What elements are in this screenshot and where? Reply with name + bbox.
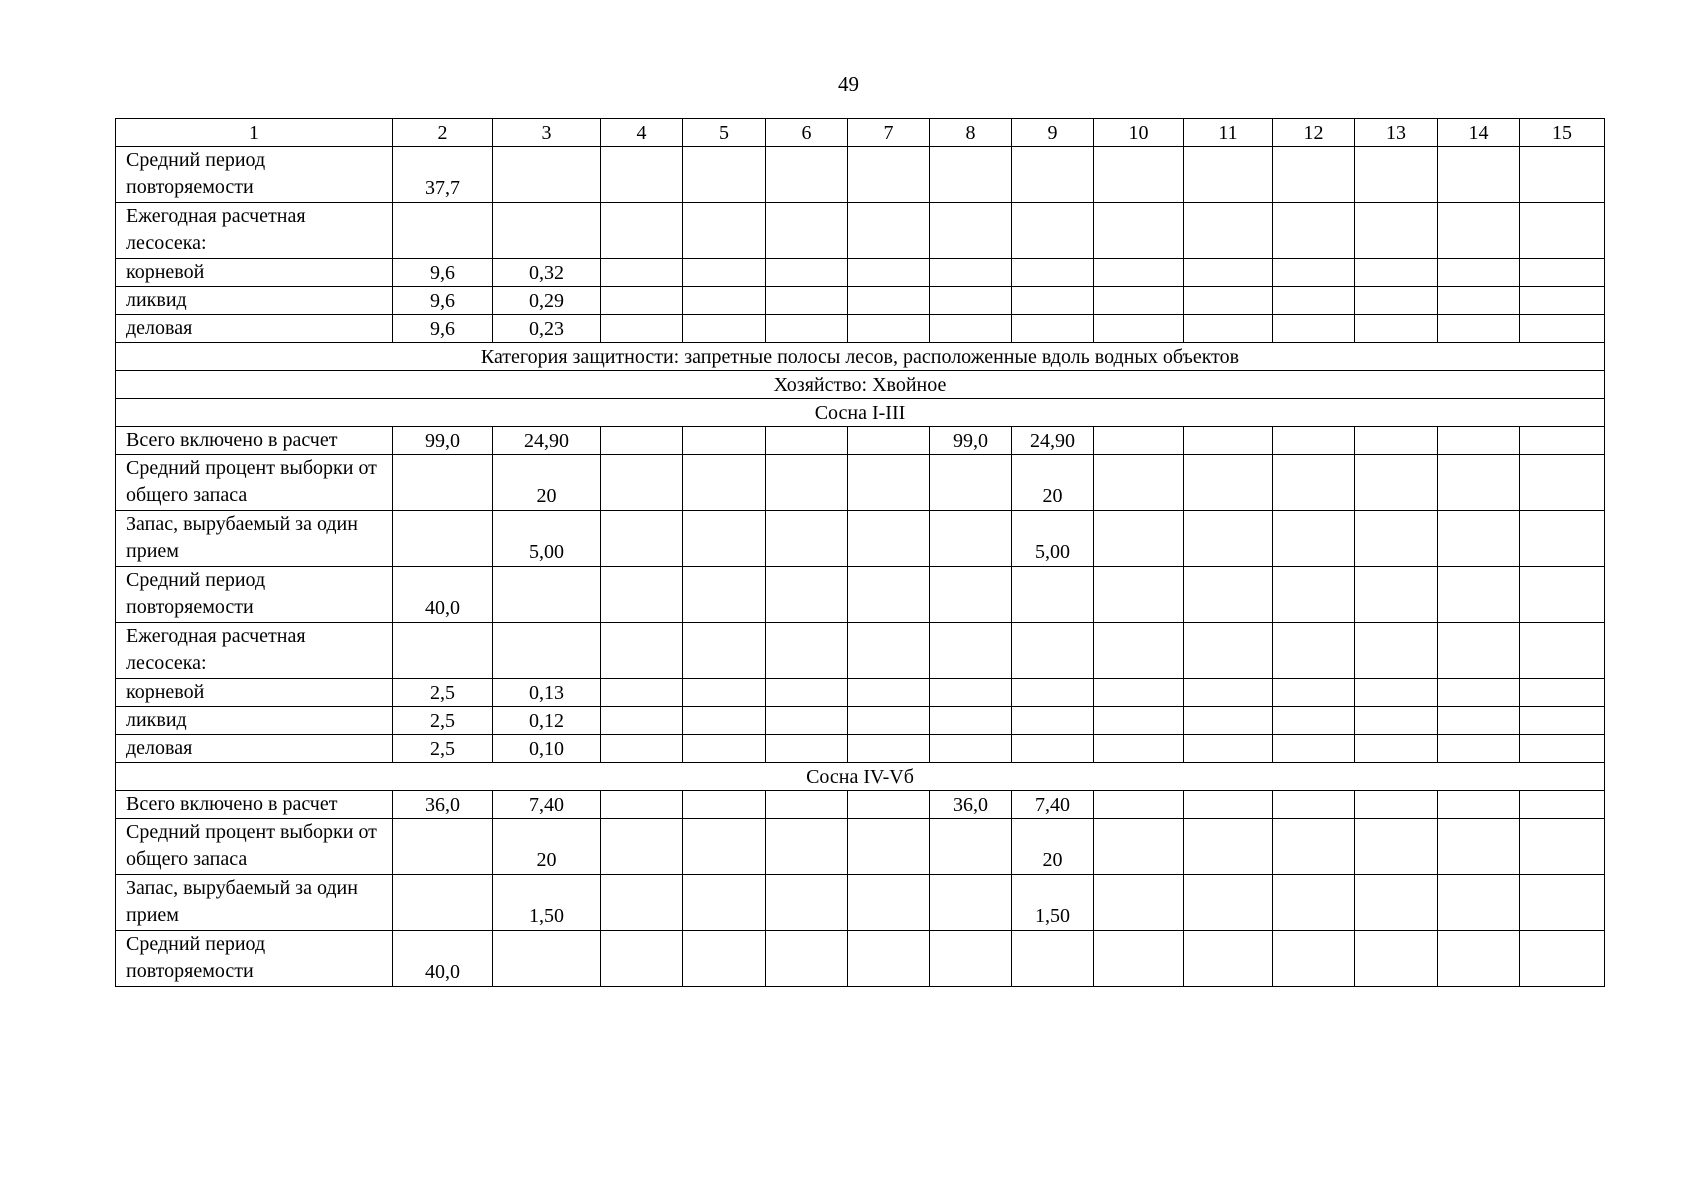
- table-cell: [493, 931, 601, 987]
- table-cell: [930, 315, 1012, 343]
- table-cell: [1520, 819, 1605, 875]
- column-header: 9: [1012, 119, 1094, 147]
- table-cell: [683, 259, 766, 287]
- table-cell: [1520, 931, 1605, 987]
- table-cell: [1184, 455, 1273, 511]
- table-cell: [1184, 735, 1273, 763]
- table-cell: [1438, 511, 1520, 567]
- header-row: [116, 119, 1605, 147]
- table-cell: [1012, 203, 1094, 259]
- table-row: [116, 147, 1605, 203]
- table-cell: [848, 287, 930, 315]
- table-cell: [683, 315, 766, 343]
- table-cell: [1094, 623, 1184, 679]
- table-cell: [1520, 791, 1605, 819]
- table-cell: [1184, 315, 1273, 343]
- table-cell: [930, 203, 1012, 259]
- section-heading: Сосна I-III: [116, 399, 1605, 427]
- table-cell: 1,50: [493, 875, 601, 931]
- table-cell: [601, 931, 683, 987]
- table-row: [116, 427, 1605, 455]
- table-cell: [1520, 287, 1605, 315]
- column-header: 8: [930, 119, 1012, 147]
- row-label: Средний период повторяемости: [116, 567, 393, 623]
- table-cell: [766, 623, 848, 679]
- table-cell: [1355, 259, 1438, 287]
- table-cell: 5,00: [1012, 511, 1094, 567]
- table-cell: [766, 203, 848, 259]
- table-cell: [930, 679, 1012, 707]
- table-cell: [1355, 679, 1438, 707]
- column-header: 11: [1184, 119, 1273, 147]
- table-row: [116, 679, 1605, 707]
- table-cell: [601, 791, 683, 819]
- table-cell: [930, 287, 1012, 315]
- table-cell: [766, 315, 848, 343]
- table-cell: [1355, 707, 1438, 735]
- table-cell: [766, 875, 848, 931]
- table-cell: [766, 511, 848, 567]
- table-cell: [683, 735, 766, 763]
- table-cell: 40,0: [393, 567, 493, 623]
- table-cell: [1184, 259, 1273, 287]
- table-cell: [1438, 735, 1520, 763]
- table-cell: [1184, 931, 1273, 987]
- table-cell: [1355, 791, 1438, 819]
- table-cell: [848, 427, 930, 455]
- table-row: [116, 735, 1605, 763]
- table-cell: [683, 203, 766, 259]
- table-cell: [1438, 287, 1520, 315]
- table-row: [116, 511, 1605, 567]
- section-row: [116, 399, 1605, 427]
- table-cell: [1094, 203, 1184, 259]
- table-cell: [1438, 567, 1520, 623]
- table-cell: [601, 623, 683, 679]
- table-cell: [1184, 287, 1273, 315]
- section-row: [116, 343, 1605, 371]
- table-row: [116, 203, 1605, 259]
- row-label: Всего включено в расчет: [116, 791, 393, 819]
- table-row: [116, 455, 1605, 511]
- table-cell: [1273, 259, 1355, 287]
- table-cell: [1184, 679, 1273, 707]
- table-cell: [1438, 791, 1520, 819]
- table-cell: 0,32: [493, 259, 601, 287]
- table-cell: [683, 875, 766, 931]
- column-header: 12: [1273, 119, 1355, 147]
- row-label: Всего включено в расчет: [116, 427, 393, 455]
- table-cell: [1184, 203, 1273, 259]
- table-cell: [1012, 259, 1094, 287]
- table-cell: [1184, 511, 1273, 567]
- section-row: [116, 763, 1605, 791]
- table-cell: [1094, 455, 1184, 511]
- table-cell: [848, 679, 930, 707]
- table-cell: 5,00: [493, 511, 601, 567]
- column-header: 10: [1094, 119, 1184, 147]
- table-cell: [848, 623, 930, 679]
- table-cell: 0,13: [493, 679, 601, 707]
- table-cell: [1355, 567, 1438, 623]
- table-cell: [1355, 875, 1438, 931]
- table-cell: [1520, 735, 1605, 763]
- table-cell: 7,40: [1012, 791, 1094, 819]
- table-cell: [1438, 427, 1520, 455]
- column-header: 4: [601, 119, 683, 147]
- row-label: Средний период повторяемости: [116, 931, 393, 987]
- table-cell: [1273, 567, 1355, 623]
- table-cell: [1094, 679, 1184, 707]
- table-cell: [766, 287, 848, 315]
- table-cell: [1438, 679, 1520, 707]
- table-cell: [1273, 735, 1355, 763]
- row-label: деловая: [116, 735, 393, 763]
- table-row: [116, 819, 1605, 875]
- table-cell: [1520, 259, 1605, 287]
- table-cell: [683, 567, 766, 623]
- table-cell: [1012, 147, 1094, 203]
- table-cell: [601, 147, 683, 203]
- table-cell: [393, 875, 493, 931]
- table-cell: 99,0: [930, 427, 1012, 455]
- table-cell: [1355, 511, 1438, 567]
- table-cell: [766, 679, 848, 707]
- table-cell: [683, 147, 766, 203]
- table-row: [116, 567, 1605, 623]
- row-label: Ежегодная расчетная лесосека:: [116, 203, 393, 259]
- section-row: [116, 371, 1605, 399]
- column-header: 2: [393, 119, 493, 147]
- table-cell: [1438, 315, 1520, 343]
- row-label: Средний процент выборки от общего запаса: [116, 819, 393, 875]
- table-cell: 36,0: [393, 791, 493, 819]
- table-cell: [393, 511, 493, 567]
- table-cell: [601, 567, 683, 623]
- table-row: [116, 791, 1605, 819]
- table-cell: [848, 203, 930, 259]
- forest-calculation-table: [115, 118, 1605, 987]
- column-header: 13: [1355, 119, 1438, 147]
- table-cell: [930, 819, 1012, 875]
- table-cell: [683, 791, 766, 819]
- table-cell: [1273, 427, 1355, 455]
- table-cell: 2,5: [393, 735, 493, 763]
- table-cell: [1012, 707, 1094, 735]
- table-row: [116, 259, 1605, 287]
- table-cell: [766, 819, 848, 875]
- table-cell: [1355, 735, 1438, 763]
- table-cell: [1520, 427, 1605, 455]
- table-cell: [1355, 203, 1438, 259]
- column-header: 3: [493, 119, 601, 147]
- table-row: [116, 287, 1605, 315]
- table-cell: [1273, 819, 1355, 875]
- table-cell: [848, 735, 930, 763]
- table-cell: [1094, 819, 1184, 875]
- page-number: 49: [838, 72, 859, 96]
- table-cell: [1520, 567, 1605, 623]
- table-cell: [1438, 931, 1520, 987]
- table-cell: [848, 791, 930, 819]
- table-cell: [601, 427, 683, 455]
- table-cell: [766, 567, 848, 623]
- table-cell: 2,5: [393, 679, 493, 707]
- column-header: 1: [116, 119, 393, 147]
- table-cell: [766, 427, 848, 455]
- table-cell: [601, 819, 683, 875]
- table-cell: [1520, 875, 1605, 931]
- table-cell: 0,23: [493, 315, 601, 343]
- table-cell: 37,7: [393, 147, 493, 203]
- table-cell: 99,0: [393, 427, 493, 455]
- table-cell: [1094, 791, 1184, 819]
- table-cell: [683, 819, 766, 875]
- table-cell: [393, 203, 493, 259]
- table-cell: [683, 623, 766, 679]
- table-cell: [1438, 707, 1520, 735]
- table-cell: [683, 679, 766, 707]
- table-cell: [1355, 427, 1438, 455]
- table-cell: [1273, 623, 1355, 679]
- table-cell: 20: [493, 455, 601, 511]
- table-row: [116, 315, 1605, 343]
- table-cell: [1094, 511, 1184, 567]
- table-cell: [1520, 315, 1605, 343]
- table-cell: [601, 511, 683, 567]
- table-cell: [1184, 147, 1273, 203]
- table-body: [116, 119, 1605, 987]
- table-cell: 24,90: [1012, 427, 1094, 455]
- table-cell: [1012, 287, 1094, 315]
- table-cell: 40,0: [393, 931, 493, 987]
- row-label: Средний период повторяемости: [116, 147, 393, 203]
- table-cell: 24,90: [493, 427, 601, 455]
- table-cell: [601, 455, 683, 511]
- table-cell: [1355, 287, 1438, 315]
- column-header: 15: [1520, 119, 1605, 147]
- table-cell: [848, 315, 930, 343]
- table-cell: 0,10: [493, 735, 601, 763]
- table-cell: [930, 511, 1012, 567]
- table-cell: [1520, 707, 1605, 735]
- table-cell: [1520, 203, 1605, 259]
- table-cell: [601, 679, 683, 707]
- table-cell: [1520, 147, 1605, 203]
- table-cell: [1012, 931, 1094, 987]
- column-header: 14: [1438, 119, 1520, 147]
- table-cell: [1094, 315, 1184, 343]
- row-label: корневой: [116, 259, 393, 287]
- table-cell: [766, 931, 848, 987]
- table-cell: 9,6: [393, 315, 493, 343]
- table-cell: [1094, 875, 1184, 931]
- table-cell: [848, 147, 930, 203]
- table-cell: 2,5: [393, 707, 493, 735]
- table-cell: 0,12: [493, 707, 601, 735]
- table-cell: [930, 147, 1012, 203]
- table-cell: [1355, 147, 1438, 203]
- table-cell: [766, 791, 848, 819]
- table-cell: [848, 707, 930, 735]
- table-cell: [1520, 455, 1605, 511]
- table-cell: [1184, 875, 1273, 931]
- row-label: Запас, вырубаемый за один прием: [116, 511, 393, 567]
- table-cell: [1184, 567, 1273, 623]
- table-cell: [1273, 707, 1355, 735]
- row-label: деловая: [116, 315, 393, 343]
- table-cell: [930, 707, 1012, 735]
- table-cell: [1520, 623, 1605, 679]
- table-row: [116, 875, 1605, 931]
- table-cell: [1520, 511, 1605, 567]
- table-cell: [683, 287, 766, 315]
- table-cell: [1012, 735, 1094, 763]
- table-cell: [1355, 931, 1438, 987]
- table-cell: [1273, 679, 1355, 707]
- table-cell: [1184, 819, 1273, 875]
- row-label: ликвид: [116, 707, 393, 735]
- row-label: Ежегодная расчетная лесосека:: [116, 623, 393, 679]
- table-cell: [1438, 623, 1520, 679]
- table-cell: [393, 819, 493, 875]
- table-cell: 0,29: [493, 287, 601, 315]
- table-cell: [601, 875, 683, 931]
- table-cell: [766, 259, 848, 287]
- column-header: 7: [848, 119, 930, 147]
- table-cell: [1094, 567, 1184, 623]
- table-cell: 1,50: [1012, 875, 1094, 931]
- table-cell: [493, 567, 601, 623]
- table-cell: [930, 455, 1012, 511]
- table-cell: 36,0: [930, 791, 1012, 819]
- table-cell: [601, 203, 683, 259]
- table-cell: [1438, 147, 1520, 203]
- table-cell: [1438, 455, 1520, 511]
- table-cell: [848, 875, 930, 931]
- table-cell: [1273, 875, 1355, 931]
- table-cell: [493, 203, 601, 259]
- table-cell: [1094, 287, 1184, 315]
- table-cell: [1184, 707, 1273, 735]
- table-cell: [848, 931, 930, 987]
- section-heading: Хозяйство: Хвойное: [116, 371, 1605, 399]
- table-cell: [1438, 259, 1520, 287]
- table-cell: [766, 707, 848, 735]
- table-cell: 20: [1012, 455, 1094, 511]
- table-cell: [1094, 735, 1184, 763]
- table-cell: [683, 455, 766, 511]
- table-cell: [1273, 203, 1355, 259]
- table-cell: 20: [493, 819, 601, 875]
- table-cell: [601, 259, 683, 287]
- table-cell: [1355, 455, 1438, 511]
- table-cell: [930, 623, 1012, 679]
- table-cell: [1184, 623, 1273, 679]
- table-cell: [1094, 427, 1184, 455]
- row-label: ликвид: [116, 287, 393, 315]
- table-cell: 9,6: [393, 287, 493, 315]
- row-label: Запас, вырубаемый за один прием: [116, 875, 393, 931]
- section-heading: Категория защитности: запретные полосы лесов, расположенные вдоль водных объектов: [116, 343, 1605, 371]
- table-cell: [848, 455, 930, 511]
- table-cell: [930, 259, 1012, 287]
- table-cell: [683, 427, 766, 455]
- table-cell: [1355, 623, 1438, 679]
- table-cell: [1184, 427, 1273, 455]
- table-cell: 7,40: [493, 791, 601, 819]
- table-cell: [1094, 259, 1184, 287]
- table-cell: [601, 707, 683, 735]
- table-cell: [1094, 931, 1184, 987]
- table-cell: [848, 819, 930, 875]
- table-cell: 20: [1012, 819, 1094, 875]
- table-cell: [601, 287, 683, 315]
- table-cell: [1273, 287, 1355, 315]
- table-cell: [1273, 511, 1355, 567]
- table-cell: [393, 455, 493, 511]
- table-cell: [766, 735, 848, 763]
- table-cell: [930, 567, 1012, 623]
- table-cell: [848, 567, 930, 623]
- table-cell: [1184, 791, 1273, 819]
- table-cell: [1273, 315, 1355, 343]
- table-cell: [393, 623, 493, 679]
- table-cell: [766, 147, 848, 203]
- table-cell: [930, 735, 1012, 763]
- table-cell: [683, 931, 766, 987]
- table-row: [116, 931, 1605, 987]
- row-label: Средний процент выборки от общего запаса: [116, 455, 393, 511]
- section-heading: Сосна IV-Vб: [116, 763, 1605, 791]
- table-cell: [1094, 147, 1184, 203]
- table-cell: [766, 455, 848, 511]
- table-cell: [1438, 875, 1520, 931]
- table-cell: [930, 931, 1012, 987]
- table-cell: [1273, 931, 1355, 987]
- table-cell: [601, 315, 683, 343]
- row-label: корневой: [116, 679, 393, 707]
- column-header: 5: [683, 119, 766, 147]
- table-cell: [1355, 819, 1438, 875]
- table-cell: [1273, 147, 1355, 203]
- table-cell: [1438, 819, 1520, 875]
- table-cell: [930, 875, 1012, 931]
- table-cell: [1273, 791, 1355, 819]
- table-cell: [1012, 315, 1094, 343]
- table-cell: [1012, 679, 1094, 707]
- table-cell: [493, 147, 601, 203]
- table-cell: [1012, 623, 1094, 679]
- table-cell: [1012, 567, 1094, 623]
- table-cell: [683, 511, 766, 567]
- table-cell: [848, 511, 930, 567]
- table-row: [116, 623, 1605, 679]
- table-row: [116, 707, 1605, 735]
- table-cell: [493, 623, 601, 679]
- table-cell: [1438, 203, 1520, 259]
- table-cell: [601, 735, 683, 763]
- table-cell: [1273, 455, 1355, 511]
- table-cell: [848, 259, 930, 287]
- table-cell: [683, 707, 766, 735]
- table-cell: 9,6: [393, 259, 493, 287]
- column-header: 6: [766, 119, 848, 147]
- table-cell: [1355, 315, 1438, 343]
- table-cell: [1094, 707, 1184, 735]
- table-cell: [1520, 679, 1605, 707]
